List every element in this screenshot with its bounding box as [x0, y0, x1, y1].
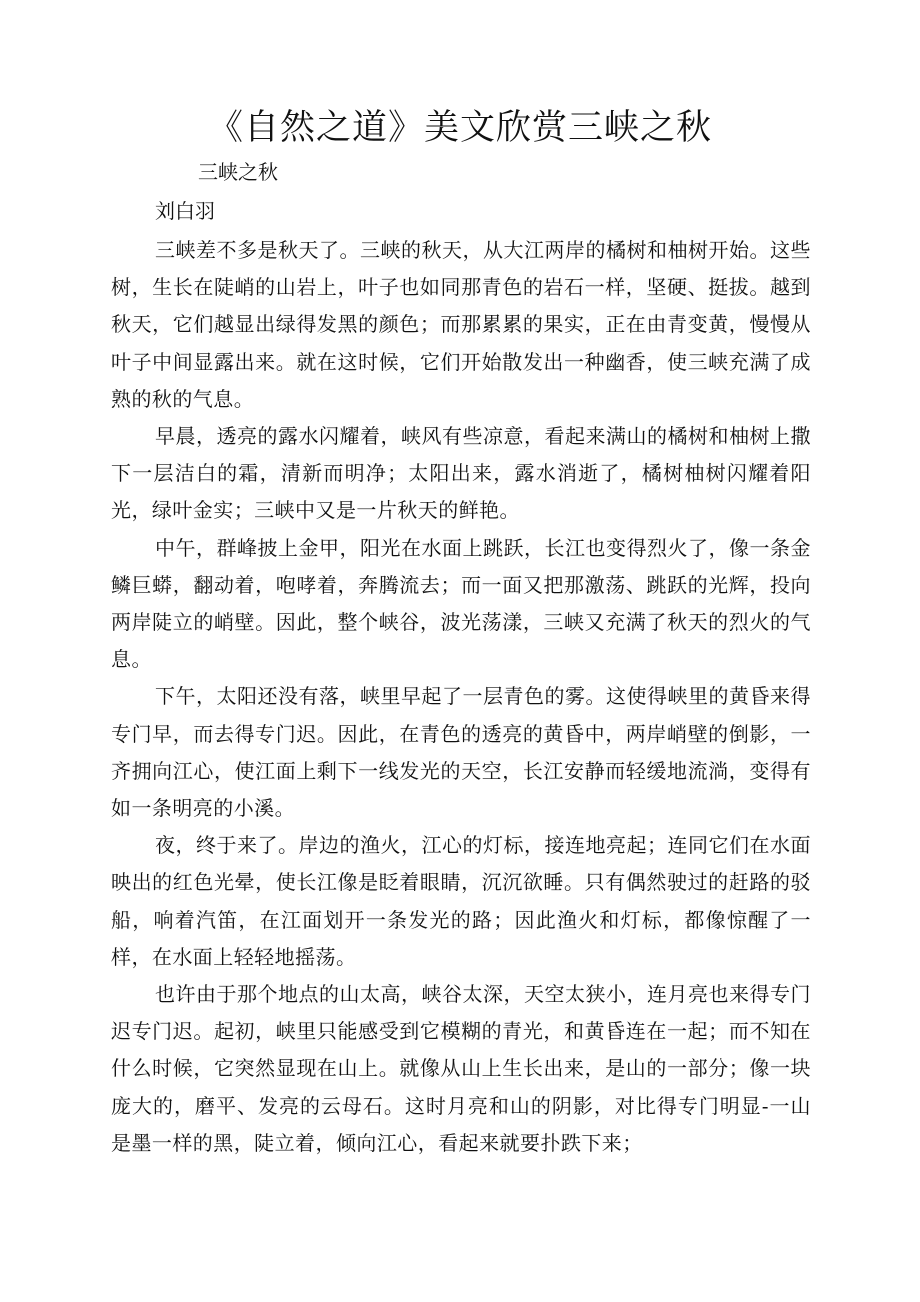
article-body [111, 232, 811, 1162]
document-title: 《自然之道》美文欣赏三峡之秋 [207, 108, 712, 148]
article-author: 刘白羽 [155, 199, 215, 223]
paragraph-2: 早晨，透亮的露水闪耀着，峡风有些凉意，看起来满山的橘树和柚树上撒下一层洁白的霜，清新而明净；太阳出来，露水消逝了，橘树柚树闪耀着阳光，绿叶金实；三峡中又是一片秋天的鲜艳。 [111, 424, 811, 523]
article-subtitle: 三峡之秋 [198, 160, 278, 184]
paragraph-3: 中午，群峰披上金甲，阳光在水面上跳跃，长江也变得烈火了，像一条金鳞巨蟒，翻动着，咆哮着，奔腾流去；而一面又把那激荡、跳跃的光辉，投向两岸陡立的峭壁。因此，整个峡谷，波光荡漾，三峡又充满了秋天的烈火的气息。 [111, 535, 811, 672]
paragraph-4: 下午，太阳还没有落，峡里早起了一层青色的雾。这使得峡里的黄昏来得专门早，而去得专门迟。因此，在青色的透亮的黄昏中，两岸峭壁的倒影，一齐拥向江心，使江面上剩下一线发光的天空，长江安静而轻缓地流淌，变得有如一条明亮的小溪。 [111, 684, 811, 821]
paragraph-1: 三峡差不多是秋天了。三峡的秋天，从大江两岸的橘树和柚树开始。这些树，生长在陡峭的山岩上，叶子也如同那青色的岩石一样，坚硬、挺拔。越到秋天，它们越显出绿得发黑的颜色；而那累累的果实，正在由青变黄，慢慢从叶子中间显露出来。就在这时候，它们开始散发出一种幽香，使三峡充满了成熟的秋的气息。 [111, 238, 811, 411]
paragraph-6: 也许由于那个地点的山太高，峡谷太深，天空太狭小，连月亮也来得专门迟专门迟。起初，峡里只能感受到它模糊的青光，和黄昏连在一起；而不知在什么时候，它突然显现在山上。就像从山上生长出来，是山的一部分；像一块庞大的，磨平、发亮的云母石。这时月亮和山的阴影，对比得专门明显-一山是墨一样的黑，陡立着，倾向江心，看起来就要扑跌下来； [111, 982, 811, 1155]
paragraph-5: 夜，终于来了。岸边的渔火，江心的灯标，接连地亮起；连同它们在水面映出的红色光晕，使长江像是眨着眼睛，沉沉欲睡。只有偶然驶过的赶路的驳船，响着汽笛，在江面划开一条发光的路；因此渔火和灯标，都像惊醒了一样，在水面上轻轻地摇荡。 [111, 833, 811, 969]
